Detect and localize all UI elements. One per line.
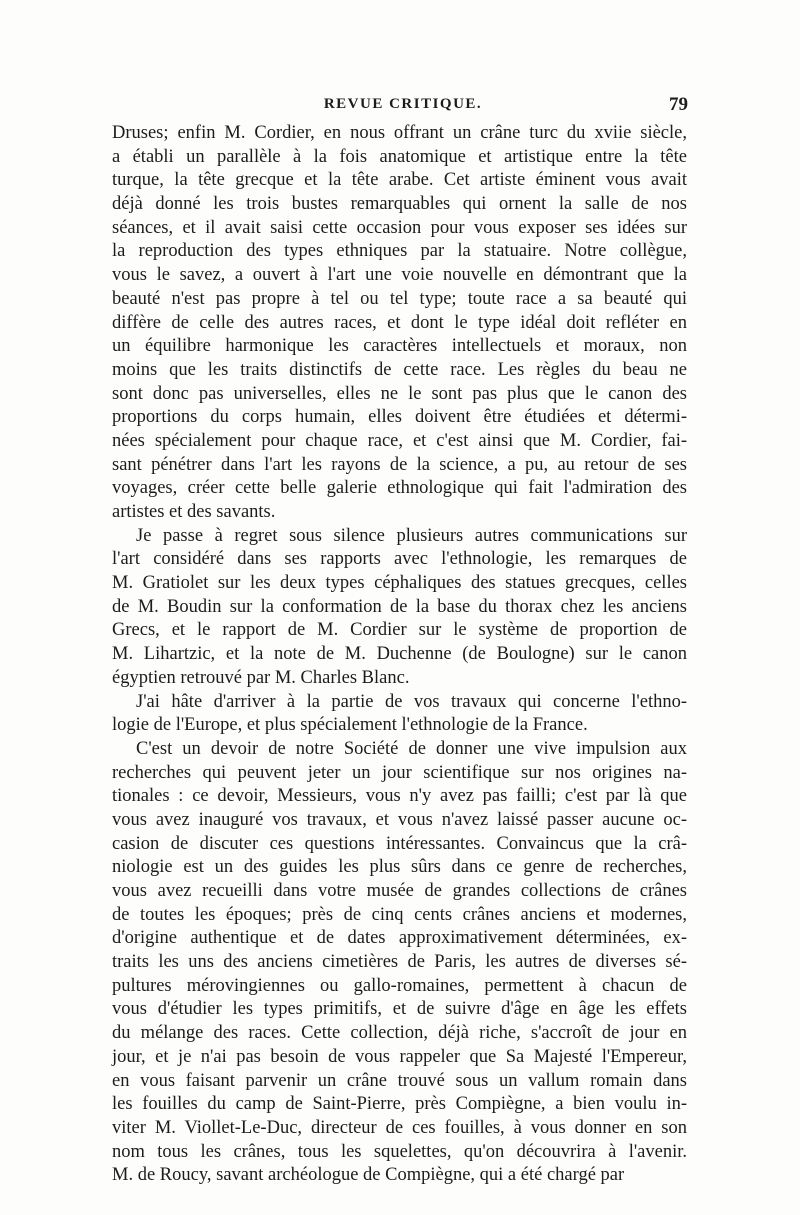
text-line: de M. Boudin sur la conformation de la base du thorax chez les anciens [112, 596, 687, 617]
page-number: 79 [669, 94, 688, 115]
text-line: nées spécialement pour chaque race, et c'est ainsi que M. Cordier, fai- [112, 430, 687, 451]
text-line: moins que les traits distinctifs de cette race. Les règles du beau ne [112, 359, 687, 380]
text-line: Druses; enfin M. Cordier, en nous offrant un crâne turc du xviie siècle, [112, 123, 687, 143]
text-line: l'art considéré dans ses rapports avec l'ethnologie, les remarques de [112, 549, 687, 570]
text-line: beauté n'est pas propre à tel ou tel type; toute race a sa beauté qui [112, 288, 687, 309]
text-line: séances, et il avait saisi cette occasion pour vous exposer ses idées sur [112, 217, 687, 238]
text-line: vous le savez, a ouvert à l'art une voie nouvelle en démontrant que la [112, 265, 687, 286]
text-line: sant pénétrer dans l'art les rayons de la science, a pu, au retour de ses [112, 454, 687, 475]
text-line: égyptien retrouvé par M. Charles Blanc. [112, 667, 410, 688]
text-line: C'est un devoir de notre Société de donner une vive impulsion aux [136, 738, 687, 759]
text-line: niologie est un des guides les plus sûrs dans ce genre de recherches, [112, 857, 687, 878]
text-line: diffère de celle des autres races, et dont le type idéal doit refléter en [112, 312, 687, 333]
text-line: artistes et des savants. [112, 502, 276, 522]
text-line: pultures mérovingiennes ou gallo-romaines, permettent à chacun de [112, 975, 687, 996]
text-line: vous avez inauguré vos travaux, et vous n'avez laissé passer aucune oc- [112, 809, 687, 830]
body-text [112, 122, 687, 1188]
text-line: viter M. Viollet-Le-Duc, directeur de ces fouilles, à vous donner en son [112, 1117, 687, 1138]
text-line: nom tous les crânes, tous les squelettes, qu'on découvrira à l'avenir. [112, 1141, 687, 1162]
paragraph [112, 738, 687, 1188]
text-line: recherches qui peuvent jeter un jour scientifique sur nos origines na- [112, 762, 687, 783]
text-line: la reproduction des types ethniques par la statuaire. Notre collègue, [112, 241, 687, 262]
text-line: logie de l'Europe, et plus spécialement l'ethnologie de la France. [112, 715, 588, 736]
text-line: du mélange des races. Cette collection, déjà riche, s'accroît de jour en [112, 1023, 687, 1044]
running-head [118, 96, 688, 120]
paragraph [112, 525, 687, 691]
text-line: de toutes les époques; près de cinq cents crânes anciens et modernes, [112, 904, 687, 925]
text-line: M. Lihartzic, et la note de M. Duchenne (de Boulogne) sur le canon [112, 644, 687, 665]
text-line: a établi un parallèle à la fois anatomique et artistique entre la tête [112, 146, 687, 167]
text-line: sont donc pas universelles, elles ne le sont pas plus que le canon des [112, 383, 687, 404]
text-line: proportions du corps humain, elles doivent être étudiées et détermi- [112, 407, 687, 428]
text-line: J'ai hâte d'arriver à la partie de vos travaux qui concerne l'ethno- [136, 691, 687, 712]
text-line: traits les uns des anciens cimetières de Paris, les autres de diverses sé- [112, 952, 687, 973]
text-line: M. de Roucy, savant archéologue de Compiègne, qui a été chargé par [112, 1165, 625, 1186]
text-line: déjà donné les trois bustes remarquables qui ornent la salle de nos [112, 194, 687, 215]
text-line: tionales : ce devoir, Messieurs, vous n'y avez pas failli; c'est par là que [112, 786, 687, 807]
running-title: REVUE CRITIQUE. [323, 96, 483, 112]
paragraph [112, 691, 687, 738]
text-line: vous d'étudier les types primitifs, et de suivre d'âge en âge les effets [112, 999, 687, 1020]
text-line: d'origine authentique et de dates approximativement déterminées, ex- [112, 928, 687, 949]
text-line: casion de discuter ces questions intéressantes. Convaincus que la crâ- [112, 833, 687, 854]
text-line: Je passe à regret sous silence plusieurs autres communications sur [136, 525, 687, 546]
text-line: les fouilles du camp de Saint-Pierre, près Compiègne, a bien voulu in- [112, 1094, 687, 1115]
text-line: un équilibre harmonique les caractères intellectuels et moraux, non [112, 336, 687, 357]
text-line: en vous faisant parvenir un crâne trouvé sous un vallum romain dans [112, 1070, 687, 1091]
text-line: voyages, créer cette belle galerie ethnologique qui fait l'admiration des [112, 478, 687, 499]
text-line: M. Gratiolet sur les deux types céphaliques des statues grecques, celles [112, 573, 687, 594]
text-line: jour, et je n'ai pas besoin de vous rappeler que Sa Majesté l'Empereur, [112, 1046, 687, 1067]
text-line: turque, la tête grecque et la tête arabe. Cet artiste éminent vous avait [112, 170, 687, 191]
text-line: Grecs, et le rapport de M. Cordier sur le système de proportion de [112, 620, 687, 641]
paragraph [112, 122, 687, 525]
text-line: vous avez recueilli dans votre musée de grandes collections de crânes [112, 881, 687, 901]
